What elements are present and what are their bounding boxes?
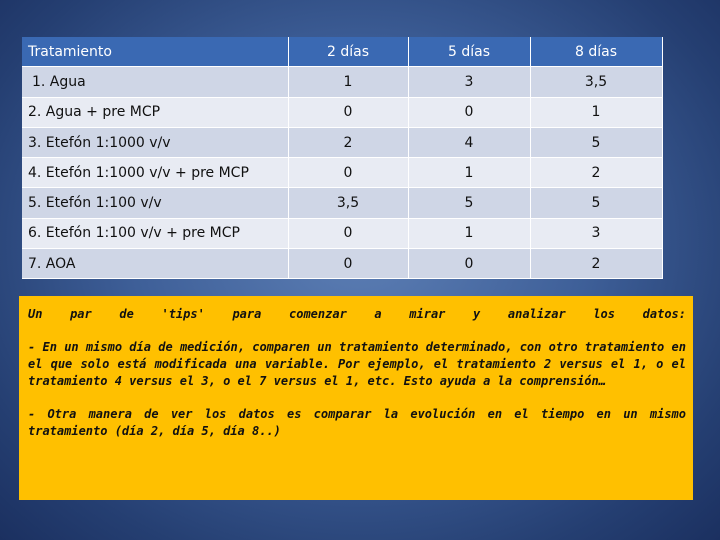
tip-paragraph-2: - Otra manera de ver los datos es comparar la evolución en el tiempo en un mismo tratamiento (día 2, día 5, día 8..) [28,407,686,438]
cell-2-dias: 1 [288,67,408,97]
cell-2-dias: 0 [288,218,408,248]
cell-5-dias: 1 [408,158,530,188]
row-label: 7. AOA [22,249,288,279]
cell-5-dias: 4 [408,127,530,157]
header-5-dias: 5 días [408,37,530,67]
header-2-dias: 2 días [288,37,408,67]
table-row [22,218,662,248]
cell-2-dias: 2 [288,127,408,157]
cell-8-dias: 2 [530,249,662,279]
cell-8-dias: 2 [530,158,662,188]
cell-8-dias: 5 [530,127,662,157]
tips-box [19,296,693,500]
row-label: 2. Agua + pre MCP [22,97,288,127]
cell-2-dias: 0 [288,249,408,279]
cell-8-dias: 3,5 [530,67,662,97]
table-row [22,127,662,157]
row-label: 5. Etefón 1:100 v/v [22,188,288,218]
row-label: 6. Etefón 1:100 v/v + pre MCP [22,218,288,248]
cell-8-dias: 1 [530,97,662,127]
tips-title: Un par de 'tips' para comenzar a mirar y analizar los datos: [28,307,686,321]
table-row [22,158,662,188]
header-8-dias: 8 días [530,37,662,67]
cell-5-dias: 1 [408,218,530,248]
row-label: 4. Etefón 1:1000 v/v + pre MCP [22,158,288,188]
cell-8-dias: 3 [530,218,662,248]
table-header-row [22,37,662,67]
results-table [22,37,663,279]
tip-paragraph-1: - En un mismo día de medición, comparen un tratamiento determinado, con otro tratamiento en el que solo está modificada una variable. Por ejemplo, el tratamiento 2 versus el 1, o el tratamiento 4 versus el 3, o el 7 versus el 1, etc. Esto ayuda a la comprensión… [28,340,686,388]
cell-8-dias: 5 [530,188,662,218]
cell-5-dias: 3 [408,67,530,97]
table-row [22,97,662,127]
cell-5-dias: 5 [408,188,530,218]
cell-5-dias: 0 [408,249,530,279]
cell-5-dias: 0 [408,97,530,127]
cell-2-dias: 0 [288,158,408,188]
row-label: 3. Etefón 1:1000 v/v [22,127,288,157]
table-row [22,249,662,279]
cell-2-dias: 3,5 [288,188,408,218]
table-row [22,188,662,218]
table-row [22,67,662,97]
cell-2-dias: 0 [288,97,408,127]
row-label: 1. Agua [22,67,288,97]
header-tratamiento: Tratamiento [22,37,288,67]
